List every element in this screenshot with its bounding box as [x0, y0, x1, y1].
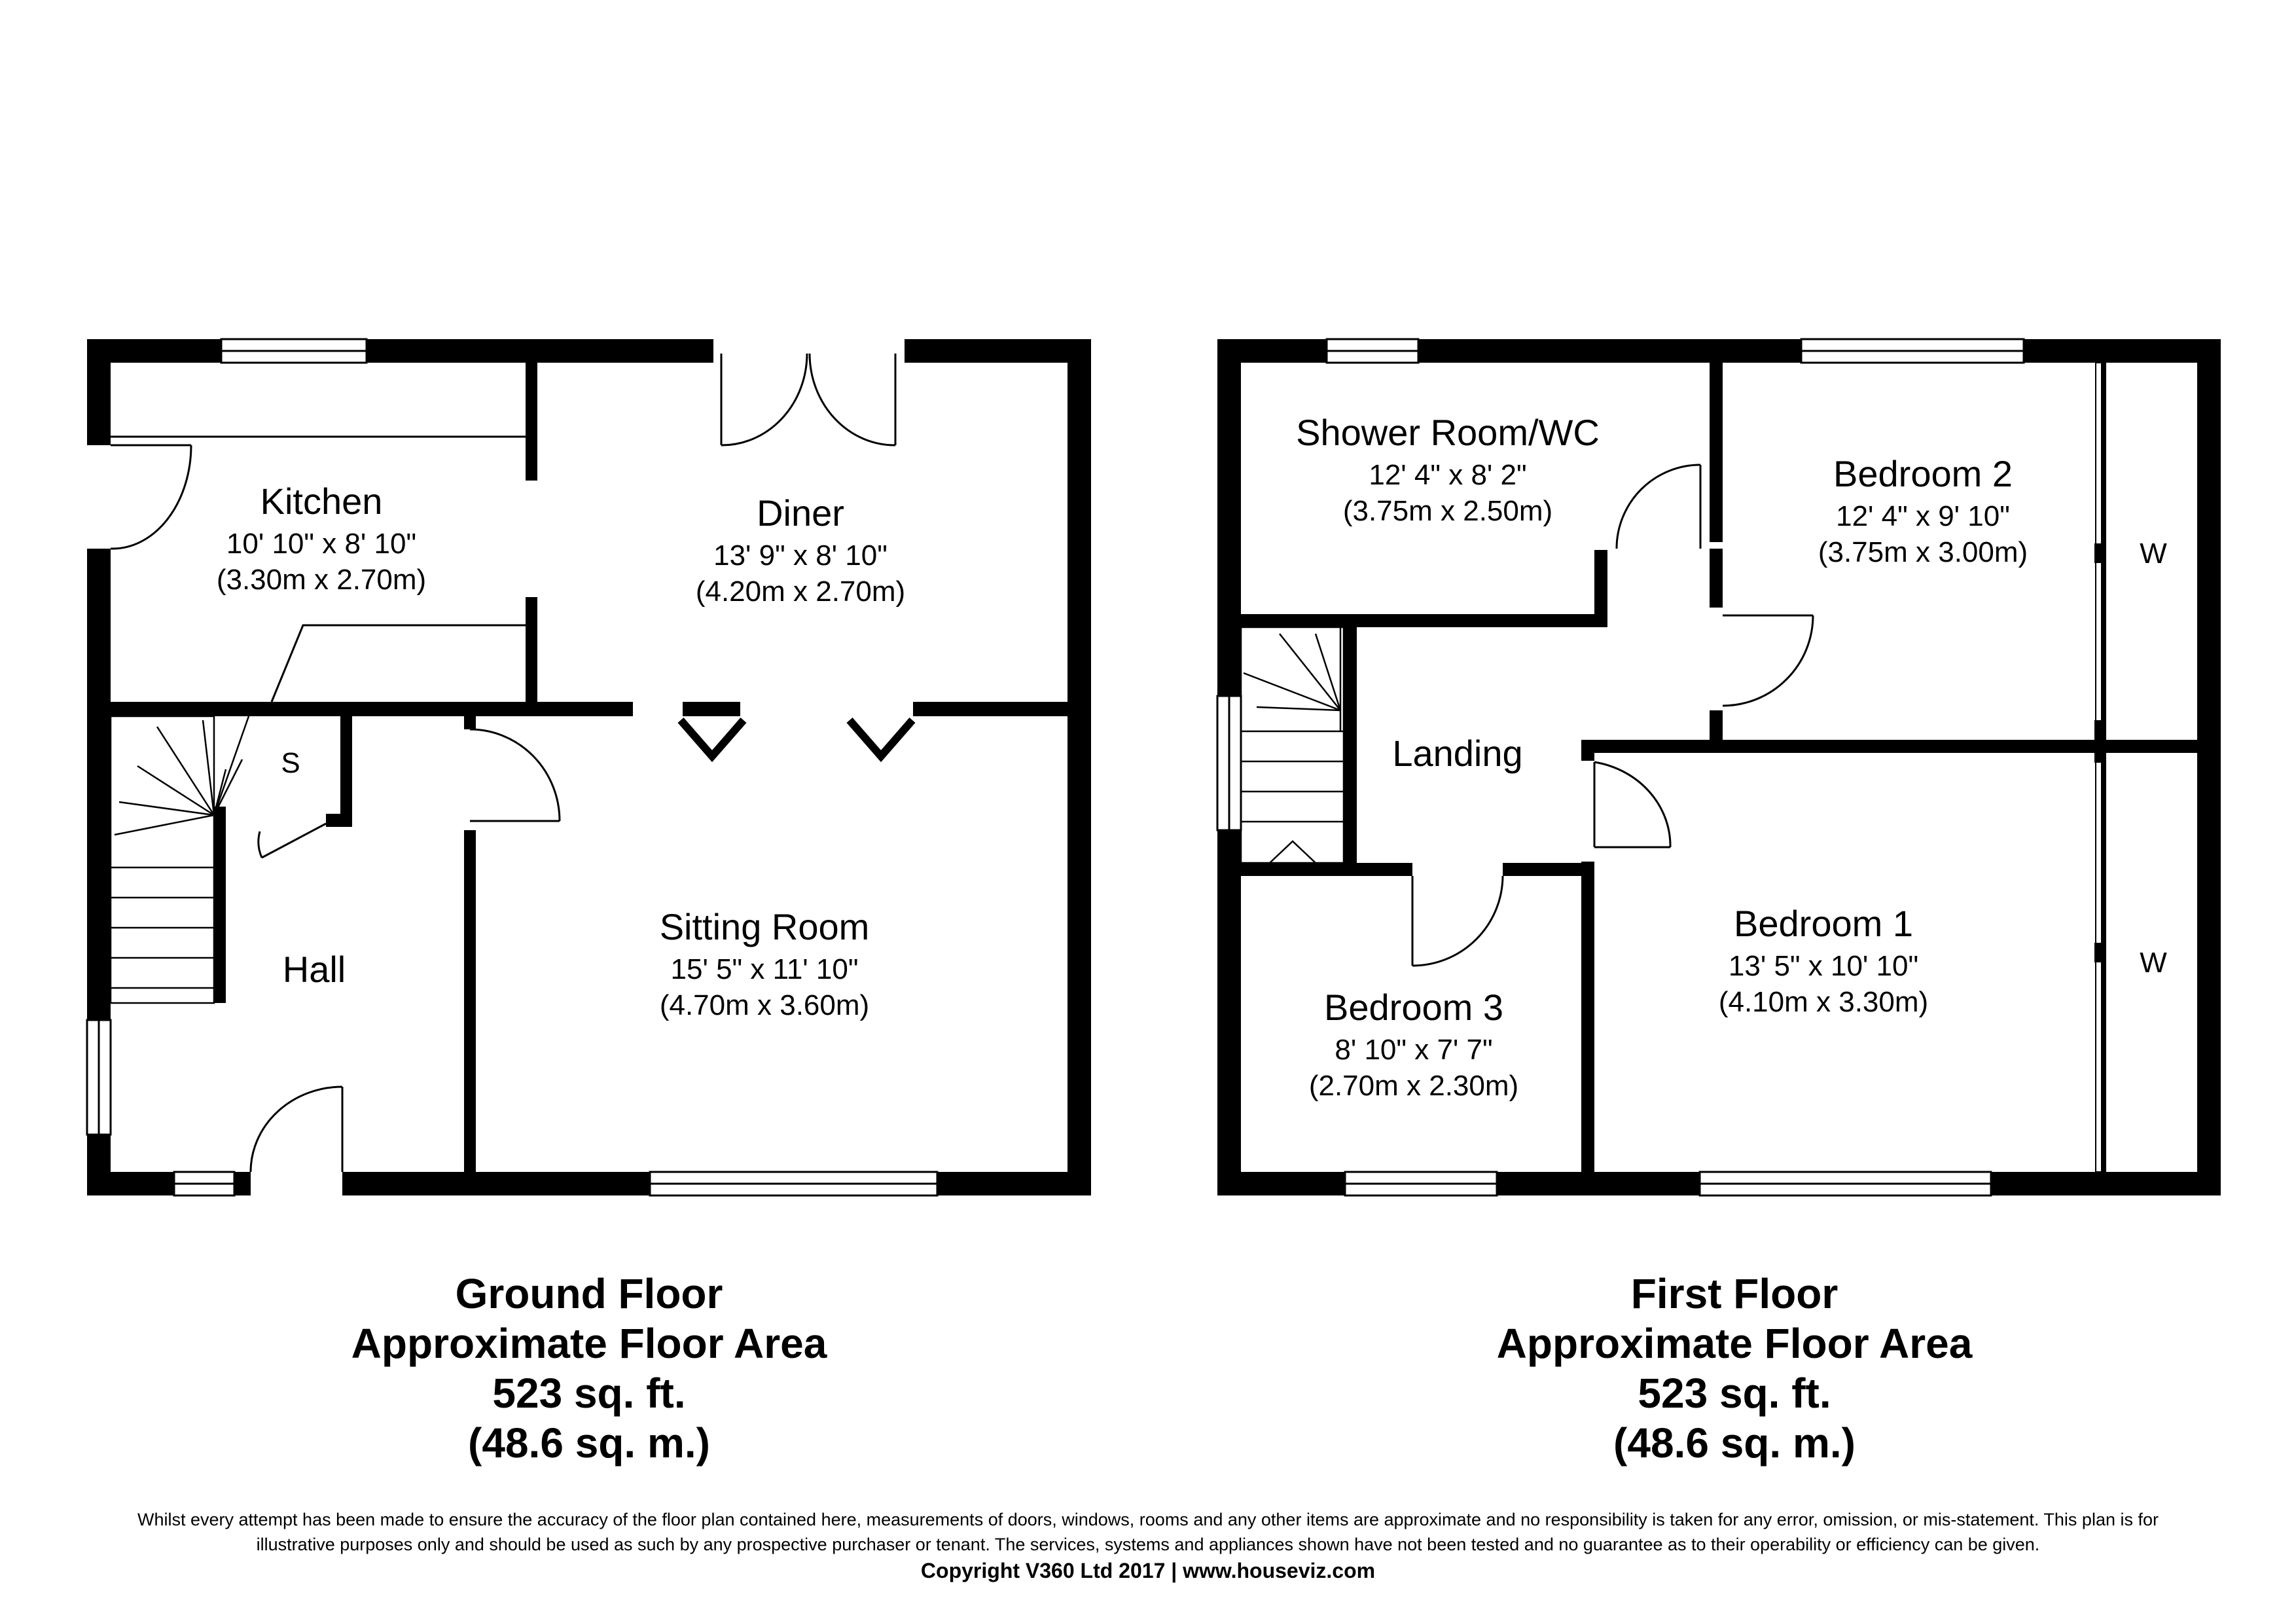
wardrobes [2094, 363, 2106, 1172]
ground-floor-staircase [111, 716, 249, 1003]
hall-name: Hall [282, 949, 346, 990]
wardrobe-upper-label: W [2140, 538, 2167, 570]
first-floor-area-sqft: 523 sq. ft. [1638, 1370, 1831, 1417]
shower-room-imperial: 12' 4" x 8' 2" [1369, 459, 1527, 491]
ground-floor-caption [164, 1269, 1014, 1468]
bedroom-2-imperial: 12' 4" x 9' 10" [1836, 500, 2010, 532]
ground-floor-plan [87, 339, 1091, 1195]
first-floor-caption [1309, 1269, 2160, 1468]
first-floor-plan [1217, 339, 2221, 1195]
bedroom-1-metric: (4.10m x 3.30m) [1718, 986, 1929, 1018]
sitting-room-metric: (4.70m x 3.60m) [659, 989, 870, 1021]
disclaimer [26, 1507, 2270, 1557]
landing-name: Landing [1392, 733, 1523, 774]
disclaimer-line-2: illustrative purposes only and should be used as such by any prospective purchaser or tenant. The services, systems and appliances shown have not been tested and no guarantee as to their operability or efficiency can be given. [256, 1535, 2040, 1554]
bedroom-3-name: Bedroom 3 [1324, 987, 1503, 1028]
ground-floor-area-sqft: 523 sq. ft. [492, 1370, 686, 1417]
bedroom-3-imperial: 8' 10" x 7' 7" [1335, 1034, 1493, 1066]
first-floor-title: First Floor [1630, 1270, 1839, 1317]
ground-floor-area-sqm: (48.6 sq. m.) [468, 1419, 710, 1467]
shower-room-metric: (3.75m x 2.50m) [1342, 495, 1553, 527]
shower-room-name: Shower Room/WC [1296, 412, 1600, 453]
diner-metric: (4.20m x 2.70m) [695, 575, 906, 608]
sitting-room-imperial: 15' 5" x 11' 10" [670, 953, 859, 985]
diner-name: Diner [757, 492, 844, 534]
bedroom-1-name: Bedroom 1 [1734, 903, 1913, 944]
store-name: S [281, 747, 300, 779]
ground-floor-room-labels [217, 481, 905, 1021]
first-floor-doors [1412, 465, 1813, 966]
first-floor-area-label: Approximate Floor Area [1496, 1320, 1973, 1367]
bedroom-1-imperial: 13' 5" x 10' 10" [1728, 950, 1919, 982]
kitchen-metric: (3.30m x 2.70m) [216, 564, 427, 596]
bedroom-3-metric: (2.70m x 2.30m) [1308, 1070, 1519, 1102]
ground-floor-interior-walls [111, 363, 1067, 1172]
disclaimer-line-1: Whilst every attempt has been made to ensure the accuracy of the floor plan contained here, measurements of doors, windows, rooms and any other items are approximate and no responsibility is taken for any error, omission, or mis-statement. This plan is for [137, 1510, 2159, 1529]
archway-chevrons [681, 720, 912, 756]
ground-floor-title: Ground Floor [455, 1270, 723, 1317]
wardrobe-lower-label: W [2140, 947, 2167, 979]
kitchen-imperial: 10' 10" x 8' 10" [226, 528, 417, 560]
bedroom-2-metric: (3.75m x 3.00m) [1818, 536, 2028, 568]
first-floor-area-sqm: (48.6 sq. m.) [1613, 1419, 1856, 1467]
sitting-room-name: Sitting Room [659, 906, 870, 947]
first-floor-staircase [1241, 627, 1344, 863]
kitchen-name: Kitchen [260, 481, 383, 522]
ground-floor-area-label: Approximate Floor Area [351, 1320, 827, 1367]
copyright: Copyright V360 Ltd 2017 | www.houseviz.com [920, 1559, 1376, 1582]
first-floor-room-labels [1296, 412, 2167, 1102]
ground-floor-doors [111, 354, 895, 1172]
diner-imperial: 13' 9" x 8' 10" [713, 539, 888, 572]
bedroom-2-name: Bedroom 2 [1833, 453, 2013, 494]
